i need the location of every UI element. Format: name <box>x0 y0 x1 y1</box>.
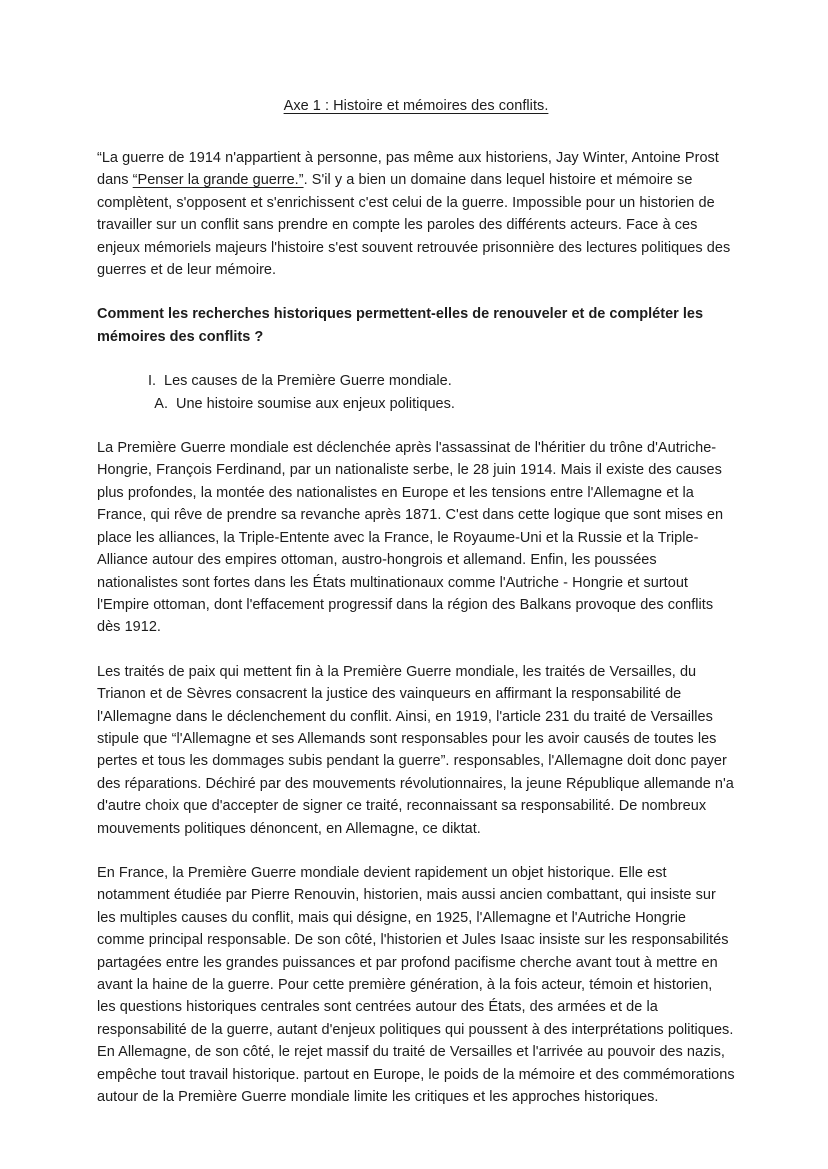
intro-paragraph <box>97 147 735 281</box>
outline-list <box>97 370 735 415</box>
quoted-work-title: “Penser la grande guerre.” <box>132 172 304 189</box>
outline-label-a: Une histoire soumise aux enjeux politiques. <box>176 395 455 412</box>
body-paragraph-2: Les traités de paix qui mettent fin à la Première Guerre mondiale, les traités de Versailles, du Trianon et de Sèvres consacrent la justice des vainqueurs en affirmant la responsabilité de l'Allemagne dans le déclenchement du conflit. Ainsi, en 1919, l'article 231 du traité de Versailles stipule que “l'Allemagne et ses Allemands sont responsables pour les avoir causés de toutes les pertes et tous les dommages subis pendant la guerre”. responsables, l'Allemagne doit donc payer des réparations. Déchiré par des mouvements révolutionnaires, la jeune République allemande n'a d'autre choix que d'accepter de signer ce traité, reconnaissant sa responsabilité. De nombreux mouvements politiques dénoncent, en Allemagne, ce diktat. <box>97 663 734 837</box>
document-body <box>97 96 735 1130</box>
intro-paragraph-part-1: “La guerre de 1914 n'appartient à personne, pas même aux historiens, Jay Winter, Antoine Prost dans <box>97 150 719 189</box>
outline-marker-i: I. <box>147 373 156 390</box>
intro-paragraph-part-2: . S'il y a bien un domaine dans lequel histoire et mémoire se complètent, s'opposent et s'enrichissent c'est celui de la guerre. Impossible pour un historien de travailler sur un conflit sans prendre en compte les paroles des différents acteurs. Face à ces enjeux mémoriels majeurs l'histoire s'est souvent retrouvée prisonnière des lectures politiques des guerres et de leur mémoire. <box>97 172 731 279</box>
outline-item-i <box>116 370 735 392</box>
outline-item-a <box>116 393 735 415</box>
page-title <box>97 96 735 117</box>
body-paragraph-3: En France, la Première Guerre mondiale devient rapidement un objet historique. Elle est notamment étudiée par Pierre Renouvin, historien, mais aussi ancien combattant, qui insiste sur les multiples causes du conflit, mais qui désigne, en 1925, l'Allemagne et l'Autriche Hongrie comme principal responsable. De son côté, l'historien et Jules Isaac insiste sur les responsabilités partagées entre les grandes puissances et par profond pacifisme cherche avant tout à mettre en avant la haine de la guerre. Pour cette première génération, à la fois acteur, témoin et historien, les questions historiques centrales sont centrées autour des États, des armées et de la responsabilité de la guerre, autant d'enjeux politiques qui poussent à des interprétations politiques. En Allemagne, de son côté, le rejet massif du traité de Versailles et l'arrivée au pouvoir des nazis, empêche tout travail historique. partout en Europe, le poids de la mémoire et des commémorations autour de la Première Guerre mondiale limite les critiques et les approches historiques. <box>97 864 735 1106</box>
page-title-text: Axe 1 : Histoire et mémoires des conflits. <box>283 98 549 114</box>
outline-marker-a: A. <box>154 395 168 412</box>
problematique: Comment les recherches historiques permettent-elles de renouveler et de compléter les mémoires des conflits ? <box>97 306 704 345</box>
body-paragraph-1: La Première Guerre mondiale est déclenchée après l'assassinat de l'héritier du trône d'Autriche-Hongrie, François Ferdinand, par un nationaliste serbe, le 28 juin 1914. Mais il existe des causes plus profondes, la montée des nationalistes en Europe et les tensions entre l'Allemagne et la France, qui rêve de prendre sa revanche après 1871. C'est dans cette logique que sont mises en place les alliances, la Triple-Entente avec la France, le Royaume-Uni et la Russie et la Triple-Alliance autour des empires ottoman, austro-hongrois et allemand. Enfin, les poussées nationalistes sont fortes dans les États multinationaux comme l'Autriche - Hongrie et surtout l'Empire ottoman, dont l'effacement progressif dans la région des Balkans provoque des conflits dès 1912. <box>97 440 724 636</box>
outline-label-i: Les causes de la Première Guerre mondiale. <box>164 373 452 390</box>
